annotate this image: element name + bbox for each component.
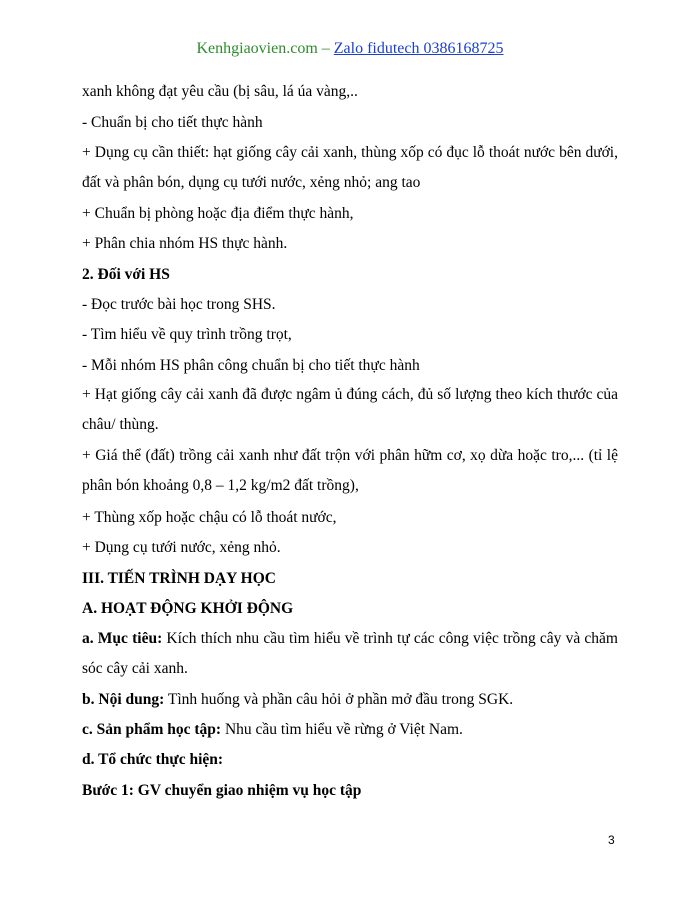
content-label: b. Nội dung:: [82, 691, 165, 708]
text-line: - Chuẩn bị cho tiết thực hành: [82, 114, 263, 131]
text-line: + Thùng xốp hoặc chậu có lỗ thoát nước,: [82, 509, 337, 526]
section-heading: 2. Đối với HS: [82, 266, 170, 283]
product-text: Nhu cầu tìm hiểu về rừng ở Việt Nam.: [221, 721, 463, 738]
content-text: Tình huống và phần câu hỏi ở phần mở đầu trong SGK.: [164, 691, 514, 708]
objective-paragraph: [82, 624, 618, 684]
product-label: c. Sản phẩm học tập:: [82, 721, 222, 738]
header-site: Kenhgiaovien.com: [196, 40, 318, 57]
text-line: - Tìm hiểu về quy trình trồng trọt,: [82, 326, 292, 343]
header-contact-link[interactable]: Zalo fidutech 0386168725: [333, 40, 504, 57]
section-heading: Bước 1: GV chuyển giao nhiệm vụ học tập: [82, 782, 362, 799]
product-line: [82, 720, 463, 740]
text-line: + Phân chia nhóm HS thực hành.: [82, 235, 288, 252]
objective-text: Kích thích nhu cầu tìm hiểu về trình tự các công việc trồng cây và chăm sóc cây cải xanh.: [82, 630, 618, 677]
text-paragraph: + Giá thể (đất) trồng cải xanh như đất trộn với phân hữm cơ, xọ dừa hoặc tro,... (tỉ lệ phân bón khoảng 0,8 – 1,2 kg/m2 đất trồng),: [82, 447, 618, 494]
text-paragraph: + Hạt giống cây cải xanh đã được ngâm ủ đúng cách, đủ số lượng theo kích thước của châu/ thùng.: [82, 386, 618, 433]
section-heading: III. TIẾN TRÌNH DẠY HỌC: [82, 570, 276, 587]
text-line: xanh không đạt yêu cầu (bị sâu, lá úa vàng,..: [82, 83, 358, 100]
header-separator: –: [317, 40, 334, 57]
section-heading: A. HOẠT ĐỘNG KHỞI ĐỘNG: [82, 600, 294, 617]
text-line: - Mỗi nhóm HS phân công chuẩn bị cho tiết thực hành: [82, 357, 420, 374]
text-line: - Đọc trước bài học trong SHS.: [82, 296, 276, 313]
objective-label: a. Mục tiêu:: [82, 630, 163, 647]
text-line: + Chuẩn bị phòng hoặc địa điểm thực hành,: [82, 205, 354, 222]
content-line: [82, 690, 513, 710]
page-header: [0, 40, 700, 58]
section-heading: d. Tổ chức thực hiện:: [82, 751, 224, 768]
text-line: + Dụng cụ tưới nước, xẻng nhỏ.: [82, 539, 281, 556]
page-number: 3: [608, 833, 615, 847]
text-paragraph: + Dụng cụ cần thiết: hạt giống cây cải xanh, thùng xốp có đục lỗ thoát nước bên dưới, đất và phân bón, dụng cụ tưới nước, xẻng nhỏ; ang tao: [82, 144, 618, 191]
